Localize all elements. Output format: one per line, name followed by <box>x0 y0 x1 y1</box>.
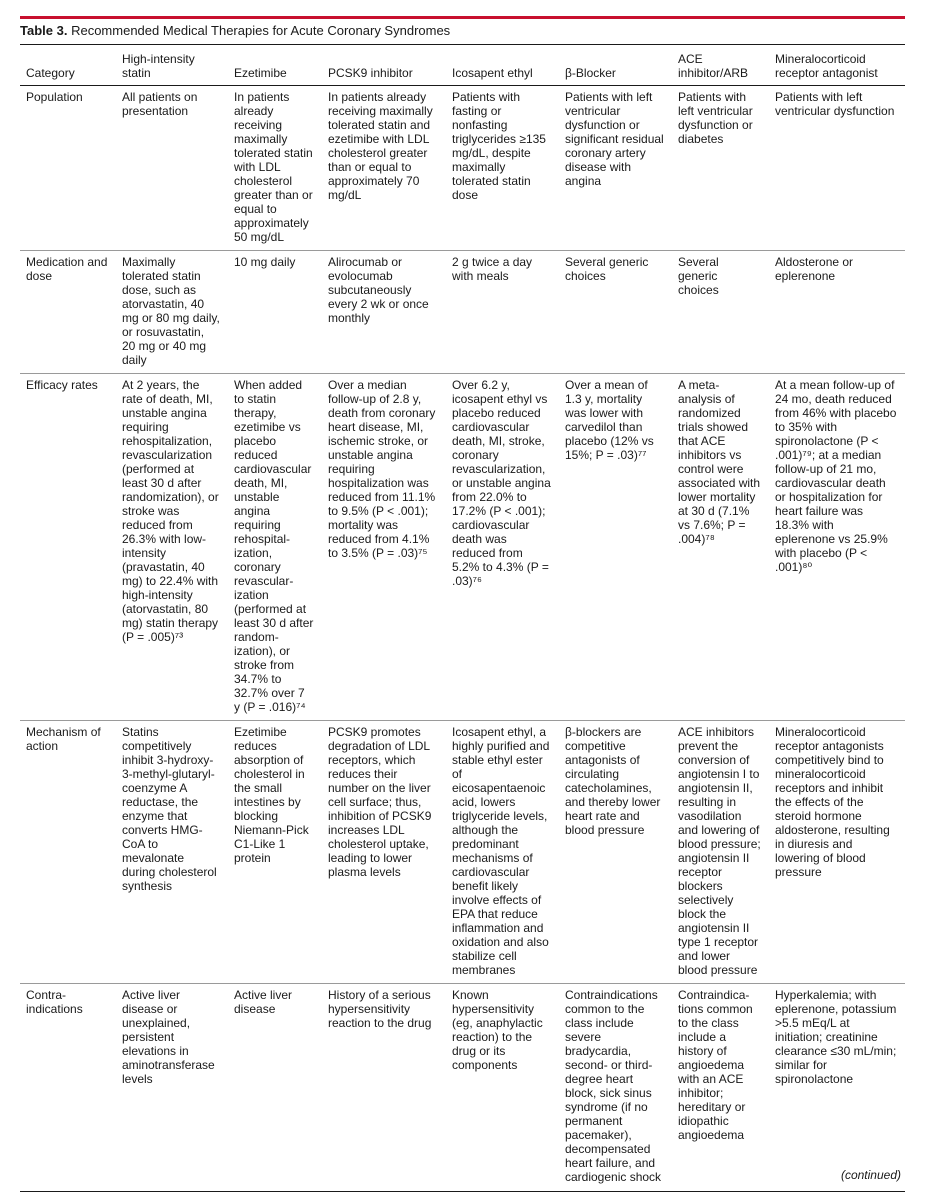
table-cell: 2 g twice a day with meals <box>452 255 533 283</box>
table-cell: Several generic choices <box>565 255 649 283</box>
table-cell: Icosapent ethyl, a highly purified and stable ethyl ester of eicosapentaenoic acid, lowers triglyceride levels, although the predominant mechanisms of cardiovascular benefit likely involve effects of EPA that reduce inflammation and oxidation and also stabilize cell membranes <box>452 725 550 977</box>
table-cell: Statins competitively inhibit 3-hydroxy-3-methyl-glutaryl-coenzyme A reductase, the enzyme that converts HMG-CoA to mevalonate during cholesterol synthesis <box>122 725 217 893</box>
table-cell: History of a serious hypersensitivity reaction to the drug <box>328 988 432 1030</box>
table-cell: Over a mean of 1.3 y, mortality was lower with carvedilol than placebo (12% vs 15%; P = .03)⁷⁷ <box>565 378 654 462</box>
table-row <box>20 984 905 1192</box>
col-header-pcsk9: PCSK9 inhibitor <box>328 66 413 80</box>
table-cell: Aldosterone or eplerenone <box>775 255 854 283</box>
table-cell: Maximally tolerated statin dose, such as atorvastatin, 40 mg or 80 mg daily, or rosuvastatin, 20 mg or 40 mg daily <box>122 255 220 367</box>
table-cell: At a mean follow-up of 24 mo, death reduced from 46% with placebo to 35% with spironolactone (P < .001)⁷⁹; at a median follow-up of 21 mo, cardiovascular death or hospitalization for heart failure was 18.3% with eplerenone vs 25.9% with placebo (P < .001)⁸⁰ <box>775 378 897 574</box>
col-header-icosapent: Icosapent ethyl <box>452 66 533 80</box>
col-header-mra: Mineralocorticoid receptor antagonist <box>775 52 878 80</box>
table-cell: Several generic choices <box>678 255 719 297</box>
table-cell: Contraindica-tions common to the class include a history of angioedema with an ACE inhibitor; hereditary or idiopathic angioedema <box>678 988 753 1142</box>
table-title-text: Recommended Medical Therapies for Acute Coronary Syndromes <box>71 23 451 38</box>
table-cell: Hyperkalemia; with eplerenone, potassium >5.5 mEq/L at initiation; creatinine clearance ≤30 mL/min; similar for spironolactone <box>775 988 897 1086</box>
table-row <box>20 251 905 374</box>
table-cell: 10 mg daily <box>234 255 296 269</box>
table-label: Table 3. <box>20 23 68 38</box>
table-cell: Over a median follow-up of 2.8 y, death from coronary heart disease, MI, ischemic stroke, or unstable angina requiring hospitalization was reduced from 11.1% to 9.5% (P < .001); mortality was reduced from 4.1% to 3.5% (P = .03)⁷⁵ <box>328 378 436 560</box>
table-cell: Patients with left ventricular dysfunction <box>775 90 895 118</box>
table-row <box>20 374 905 721</box>
table-row <box>20 86 905 251</box>
row-category: Contra-indications <box>26 988 83 1016</box>
table-cell: Patients with left ventricular dysfunction or significant residual coronary artery disease with angina <box>565 90 664 188</box>
table-cell: A meta-analysis of randomized trials showed that ACE inhibitors vs control were associated with lower mortality at 30 d (7.1% vs 7.6%; P = .004)⁷⁸ <box>678 378 761 546</box>
therapies-table <box>20 44 905 1192</box>
col-header-ezetimibe: Ezetimibe <box>234 66 287 80</box>
table-cell: At 2 years, the rate of death, MI, unstable angina requiring rehospitalization, revascularization (performed at least 30 d after randomization), or stroke was reduced from 26.3% with low-intensity (pravastatin, 40 mg) to 22.4% with high-intensity (atorvastatin, 80 mg) statin therapy (P = .005)⁷³ <box>122 378 219 644</box>
table-cell: Active liver disease or unexplained, persistent elevations in aminotransferase levels <box>122 988 215 1086</box>
table-title <box>20 23 450 39</box>
table-cell: Ezetimibe reduces absorption of cholesterol in the small intestines by blocking Niemann-Pick C1-Like 1 protein <box>234 725 309 865</box>
row-category: Mechanism of action <box>26 725 101 753</box>
col-header-statin: High-intensity statin <box>122 52 195 80</box>
table-cell: Contraindications common to the class include severe bradycardia, second- or third-degree heart block, sick sinus syndrome (if no permanent pacemaker), decompensated heart failure, and cardiogenic shock <box>565 988 662 1184</box>
table-cell: Known hypersensitivity (eg, anaphylactic reaction) to the drug or its components <box>452 988 543 1072</box>
table-cell: Patients with left ventricular dysfunction or diabetes <box>678 90 753 146</box>
table-cell: In patients already receiving maximally tolerated statin and ezetimibe with LDL cholesterol greater than or equal to approximately 70 mg/dL <box>328 90 433 202</box>
table-cell: Active liver disease <box>234 988 293 1016</box>
col-header-category: Category <box>26 66 75 80</box>
table-cell: Over 6.2 y, icosapent ethyl vs placebo reduced cardiovascular death, MI, stroke, coronary revascularization, or unstable angina from 22.0% to 17.2% (P < .001); cardiovascular death was reduced from 5.2% to 4.3% (P = .03)⁷⁶ <box>452 378 551 588</box>
table-header-row <box>20 45 905 86</box>
col-header-beta-blocker: β-Blocker <box>565 66 616 80</box>
table-cell: Alirocumab or evolocumab subcutaneously every 2 wk or once monthly <box>328 255 429 325</box>
row-category: Efficacy rates <box>26 378 98 392</box>
table-cell: ACE inhibitors prevent the conversion of angiotensin I to angiotensin II, resulting in vasodilation and lowering of blood pressure; angiotensin II receptor blockers selectively block the angiotensin II type 1 receptor and lower blood pressure <box>678 725 761 977</box>
table-cell: Patients with fasting or nonfasting triglycerides ≥135 mg/dL, despite maximally tolerated statin dose <box>452 90 546 202</box>
continued-note: (continued) <box>840 1168 901 1182</box>
table-cell: Mineralocorticoid receptor antagonists competitively bind to mineralocorticoid receptors and inhibit the effects of the steroid hormone aldosterone, resulting in diuresis and lowering of blood pressure <box>775 725 890 879</box>
title-rule <box>20 16 905 19</box>
col-header-ace-arb: ACE inhibitor/ARB <box>678 52 749 80</box>
table-cell: When added to statin therapy, ezetimibe vs placebo reduced cardiovascular death, MI, unstable angina requiring rehospital-ization, coronary revascular-ization (performed at least 30 d after random-ization), or stroke from 34.7% to 32.7% over 7 y (P = .016)⁷⁴ <box>234 378 314 714</box>
row-category: Population <box>26 90 83 104</box>
table-cell: PCSK9 promotes degradation of LDL receptors, which reduces their number on the liver cell surface; thus, inhibition of PCSK9 increases LDL cholesterol uptake, leading to lower plasma levels <box>328 725 432 879</box>
row-category: Medication and dose <box>26 255 108 283</box>
table-row <box>20 721 905 984</box>
table-cell: In patients already receiving maximally tolerated statin with LDL cholesterol greater than or equal to approximately 50 mg/dL <box>234 90 313 244</box>
table-cell: β-blockers are competitive antagonists of circulating catecholamines, and thereby lower heart rate and blood pressure <box>565 725 661 837</box>
table-cell: All patients on presentation <box>122 90 198 118</box>
